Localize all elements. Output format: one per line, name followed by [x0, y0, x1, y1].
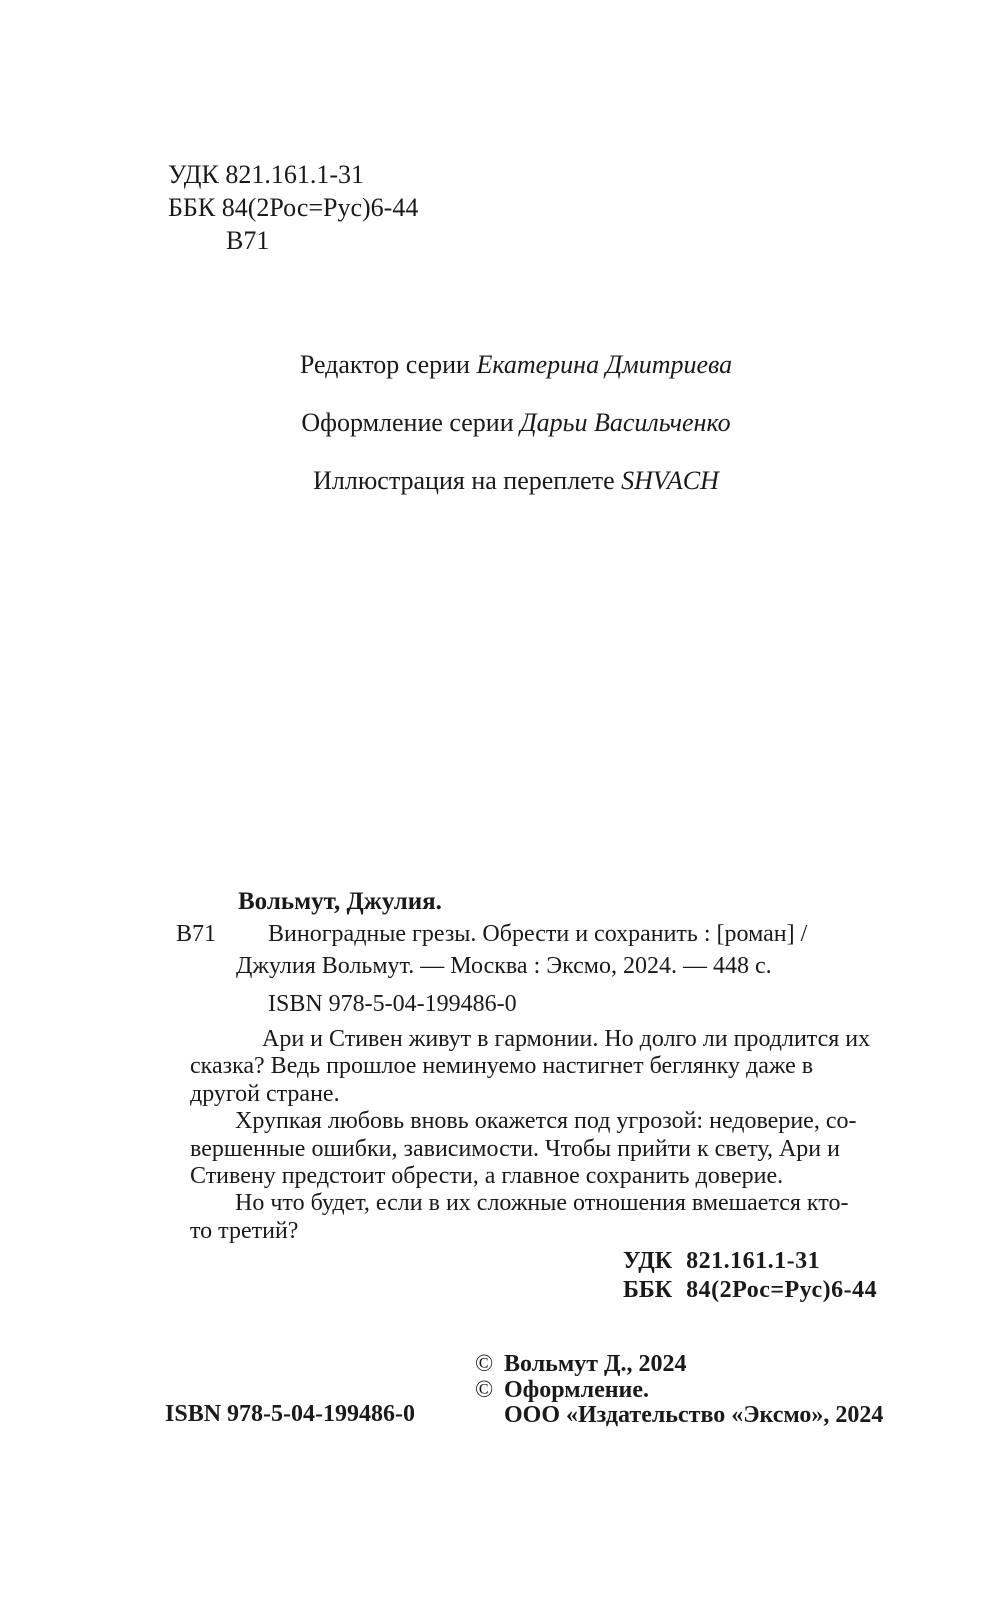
copyright-author-text: Вольмут Д., 2024	[504, 1351, 687, 1377]
annotation-line: Хрупкая любовь вновь окажется под угрозой: недоверие, со-	[235, 1108, 857, 1135]
series-designer-line	[0, 407, 1000, 439]
copyright-design-text: Оформление.	[504, 1376, 650, 1403]
annotation-line: то третий?	[190, 1217, 299, 1244]
series-designer-label: Оформление серии	[301, 408, 521, 437]
series-editor-line	[0, 349, 1000, 381]
bottom-bbk-code	[623, 1276, 877, 1305]
annotation-line: другой стране.	[190, 1080, 340, 1107]
series-credits	[0, 349, 1000, 523]
series-editor-name: Екатерина Дмитриева	[476, 350, 733, 379]
copyright-icon: ©	[475, 1351, 494, 1377]
copyright-author-line	[475, 1352, 883, 1378]
bottom-bbk-value: 84(2Рос=Рус)6-44	[686, 1277, 878, 1303]
catalog-isbn: ISBN 978-5-04-199486-0	[268, 991, 517, 1017]
author-sign-code: В71	[226, 226, 270, 255]
copyright-icon: ©	[475, 1376, 494, 1403]
cover-illustration-line	[0, 465, 1000, 497]
top-classification-codes	[168, 158, 418, 257]
annotation-text	[190, 1026, 970, 1245]
annotation-line: Но что будет, если в их сложные отношения вмешается кто-	[235, 1190, 849, 1217]
series-editor-label: Редактор серии	[299, 350, 477, 379]
catalog-author-heading: Вольмут, Джулия.	[238, 888, 442, 915]
copyright-block	[475, 1352, 883, 1429]
cover-illustration-label: Иллюстрация на переплете	[313, 466, 622, 495]
copyright-publisher-line	[475, 1403, 883, 1429]
series-designer-name: Дарьи Васильченко	[520, 408, 731, 437]
catalog-author-sign: В71	[176, 921, 217, 947]
catalog-title-line-1: Виноградные грезы. Обрести и сохранить : [роман] /	[268, 921, 808, 947]
copyright-publisher-text: ООО «Издательство «Эксмо», 2024	[504, 1402, 884, 1428]
bottom-udk-label: УДК	[623, 1248, 673, 1274]
bottom-udk-value: 821.161.1-31	[686, 1248, 821, 1274]
cover-illustrator-name: SHVACH	[621, 466, 719, 495]
bottom-classification-codes	[623, 1247, 877, 1305]
udk-code: УДК 821.161.1-31	[168, 160, 365, 189]
isbn-bottom: ISBN 978-5-04-199486-0	[165, 1401, 415, 1427]
annotation-line: сказка? Ведь прошлое неминуемо настигнет беглянку даже в	[190, 1053, 814, 1080]
annotation-line: вершенные ошибки, зависимости. Чтобы прийти к свету, Ари и	[190, 1135, 840, 1162]
bbk-code: ББК 84(2Рос=Рус)6-44	[168, 193, 419, 222]
bottom-udk-code	[623, 1247, 877, 1276]
annotation-line: Ари и Стивен живут в гармонии. Но долго ли продлится их	[262, 1026, 871, 1052]
annotation-line: Стивену предстоит обрести, а главное сохранить доверие.	[190, 1163, 784, 1190]
copyright-design-line	[475, 1378, 883, 1404]
catalog-title-line-2: Джулия Вольмут. — Москва : Эксмо, 2024. — 448 с.	[236, 953, 772, 979]
bottom-bbk-label: ББК	[623, 1277, 673, 1303]
